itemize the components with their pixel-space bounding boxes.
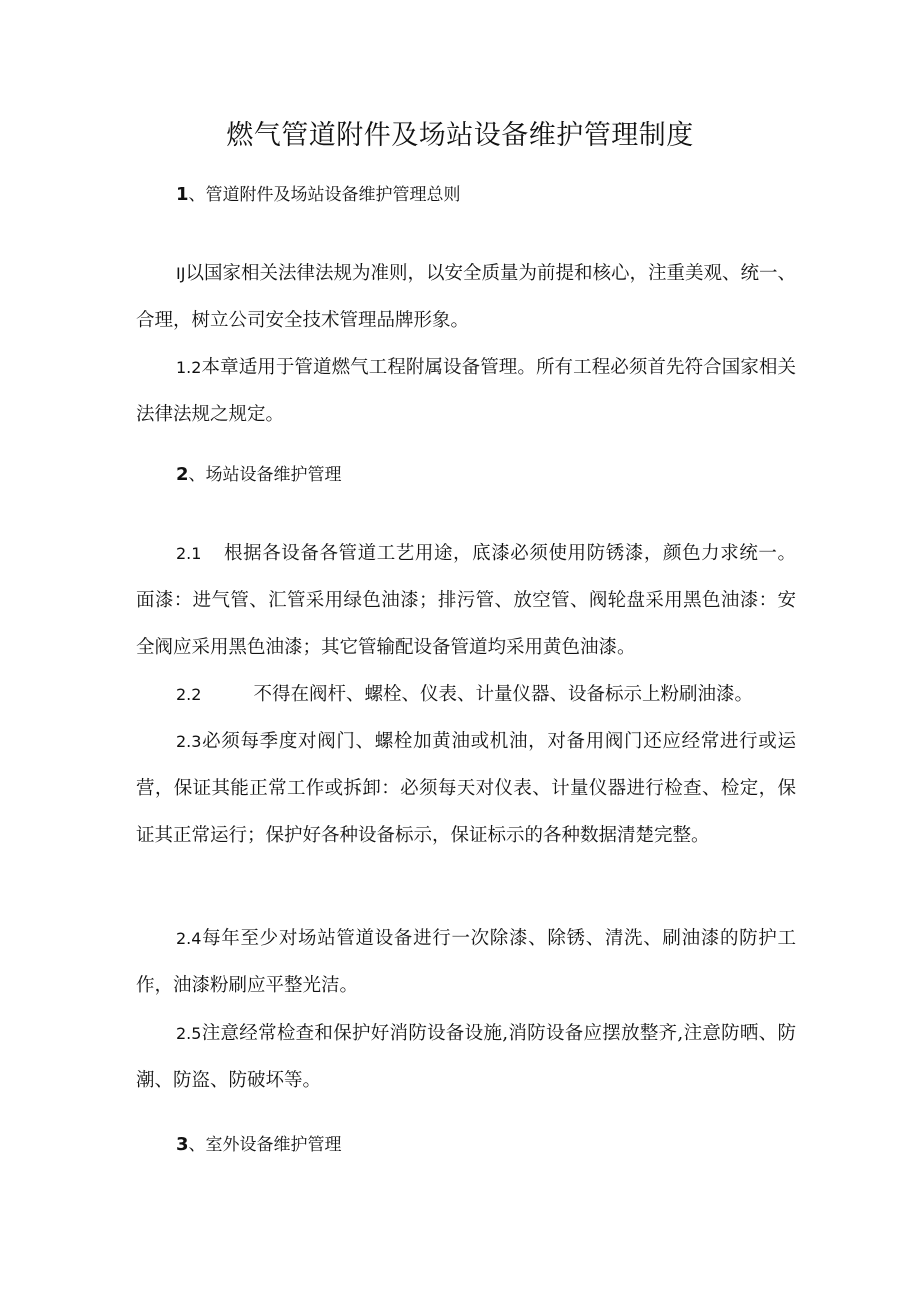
document-title: 燃气管道附件及场站设备维护管理制度 — [226, 120, 694, 151]
clause-text: 注意经常检查和保护好消防设备设施,消防设备应摆放整齐,注意防晒、防潮、防盗、防破坏等。 — [136, 1023, 796, 1091]
clause-number: 2.4 — [176, 929, 202, 948]
paragraph-2-4 — [136, 915, 796, 1009]
section-title: 、室外设备维护管理 — [188, 1135, 342, 1155]
section-number: 3 — [176, 1134, 189, 1155]
paragraph-2-1 — [136, 530, 796, 671]
section-number: 2 — [176, 464, 189, 485]
clause-number: 2.1 — [176, 544, 202, 563]
section-title: 、场站设备维护管理 — [188, 465, 342, 485]
section-3-heading — [176, 1131, 342, 1159]
clause-text: 本章适用于管道燃气工程附属设备管理。所有工程必须首先符合国家相关法律法规之规定。 — [136, 357, 796, 425]
clause-text: 以国家相关法律法规为准则，以安全质量为前提和核心，注重美观、统一、合理，树立公司安全技术管理品牌形象。 — [136, 263, 796, 331]
section-number: 1 — [176, 184, 189, 205]
clause-text: 根据各设备各管道工艺用途，底漆必须使用防锈漆，颜色力求统一。面漆：进气管、汇管采用绿色油漆；排污管、放空管、阀轮盘采用黑色油漆：安全阀应采用黑色油漆；其它管输配设备管道均采用黄色油漆。 — [136, 543, 796, 658]
paragraph-2-2 — [136, 671, 796, 718]
section-title: 、管道附件及场站设备维护管理总则 — [188, 185, 461, 205]
paragraph-2-5 — [136, 1010, 796, 1104]
section-2-heading — [176, 461, 342, 489]
clause-number: IJ — [176, 264, 186, 283]
paragraph-2-3 — [136, 718, 796, 859]
clause-number: 2.3 — [176, 732, 202, 751]
paragraph-1-1 — [136, 250, 796, 344]
clause-number: 2.5 — [176, 1024, 202, 1043]
clause-text: 不得在阀杆、螺栓、仪表、计量仪器、设备标示上粉刷油漆。 — [253, 684, 753, 705]
clause-text: 每年至少对场站管道设备进行一次除漆、除锈、清洗、刷油漆的防护工作，油漆粉刷应平整光洁。 — [136, 928, 796, 996]
clause-text: 必须每季度对阀门、螺栓加黄油或机油，对备用阀门还应经常进行或运营，保证其能正常工作或拆卸：必须每天对仪表、计量仪器进行检查、检定，保证其正常运行；保护好各种设备标示，保证标示的各种数据清楚完整。 — [136, 731, 796, 846]
clause-number: 1.2 — [176, 358, 202, 377]
clause-number: 2.2 — [176, 685, 202, 704]
section-1-heading — [176, 181, 461, 209]
paragraph-1-2 — [136, 344, 796, 438]
